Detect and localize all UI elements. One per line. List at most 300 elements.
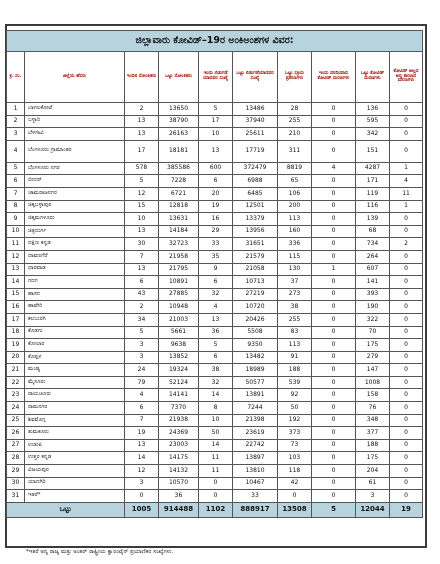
value-cell: 175 bbox=[356, 339, 390, 352]
value-cell: 17719 bbox=[233, 140, 278, 162]
value-cell: 9638 bbox=[159, 339, 199, 352]
value-cell: 0 bbox=[390, 313, 423, 326]
table-row bbox=[7, 402, 423, 415]
value-cell: 12 bbox=[125, 465, 159, 478]
value-cell: 10948 bbox=[159, 301, 199, 314]
table-row bbox=[7, 175, 423, 188]
value-cell: 0 bbox=[312, 439, 356, 452]
value-cell: 2 bbox=[125, 103, 159, 116]
value-cell: 2 bbox=[125, 301, 159, 314]
value-cell: 0 bbox=[312, 364, 356, 377]
value-cell: 0 bbox=[390, 477, 423, 490]
value-cell: 0 bbox=[390, 103, 423, 116]
value-cell: 200 bbox=[278, 200, 312, 213]
value-cell: 13 bbox=[125, 263, 159, 276]
value-cell: 139 bbox=[356, 213, 390, 226]
table-row bbox=[7, 140, 423, 162]
value-cell: 32 bbox=[199, 288, 233, 301]
value-cell: 734 bbox=[356, 238, 390, 251]
value-cell: 14 bbox=[199, 389, 233, 402]
table-row bbox=[7, 238, 423, 251]
value-cell: 29 bbox=[199, 225, 233, 238]
value-cell: 6485 bbox=[233, 187, 278, 200]
value-cell: 7244 bbox=[233, 402, 278, 415]
value-cell: 116 bbox=[356, 200, 390, 213]
value-cell: 14 bbox=[199, 439, 233, 452]
value-cell: 33 bbox=[233, 490, 278, 503]
table-row bbox=[7, 477, 423, 490]
value-cell: 0 bbox=[390, 301, 423, 314]
district-name-cell: ರಾಮನಗರ bbox=[25, 402, 125, 415]
value-cell: 9 bbox=[199, 263, 233, 276]
total-cell: 12044 bbox=[356, 502, 390, 517]
value-cell: 5 bbox=[125, 326, 159, 339]
value-cell: 28 bbox=[278, 103, 312, 116]
value-cell: 0 bbox=[390, 364, 423, 377]
value-cell: 0 bbox=[199, 477, 233, 490]
value-cell: 175 bbox=[356, 452, 390, 465]
serial-cell: 23 bbox=[7, 389, 25, 402]
district-name-cell: ಕೊಪ್ಪಳ bbox=[25, 351, 125, 364]
serial-cell: 12 bbox=[7, 250, 25, 263]
value-cell: 32723 bbox=[159, 238, 199, 251]
value-cell: 10 bbox=[125, 213, 159, 226]
value-cell: 0 bbox=[312, 115, 356, 128]
serial-cell: 3 bbox=[7, 128, 25, 141]
value-cell: 5 bbox=[199, 103, 233, 116]
serial-cell: 10 bbox=[7, 225, 25, 238]
value-cell: 273 bbox=[278, 288, 312, 301]
value-cell: 21958 bbox=[159, 250, 199, 263]
value-cell: 19 bbox=[199, 200, 233, 213]
table-row bbox=[7, 187, 423, 200]
value-cell: 130 bbox=[278, 263, 312, 276]
value-cell: 0 bbox=[312, 187, 356, 200]
district-name-cell: ಚಿಕ್ಕಮಗಳೂರು bbox=[25, 213, 125, 226]
value-cell: 13482 bbox=[233, 351, 278, 364]
value-cell: 385586 bbox=[159, 162, 199, 175]
value-cell: 37940 bbox=[233, 115, 278, 128]
serial-cell: 17 bbox=[7, 313, 25, 326]
table-row bbox=[7, 115, 423, 128]
district-name-cell: ದಕ್ಷಿಣ ಕನ್ನಡ bbox=[25, 238, 125, 251]
value-cell: 151 bbox=[356, 140, 390, 162]
value-cell: 11 bbox=[199, 465, 233, 478]
value-cell: 17 bbox=[125, 140, 159, 162]
value-cell: 0 bbox=[390, 115, 423, 128]
value-cell: 0 bbox=[199, 490, 233, 503]
district-name-cell: ಬೆಂಗಳೂರು ನಗರ bbox=[25, 162, 125, 175]
value-cell: 15 bbox=[125, 200, 159, 213]
value-cell: 0 bbox=[390, 339, 423, 352]
value-cell: 0 bbox=[312, 490, 356, 503]
value-cell: 18989 bbox=[233, 364, 278, 377]
value-cell: 24369 bbox=[159, 427, 199, 440]
value-cell: 30 bbox=[125, 238, 159, 251]
value-cell: 31651 bbox=[233, 238, 278, 251]
value-cell: 21398 bbox=[233, 414, 278, 427]
value-cell: 5 bbox=[125, 175, 159, 188]
district-name-cell: ಯಾದಗಿರಿ bbox=[25, 477, 125, 490]
table-row bbox=[7, 389, 423, 402]
value-cell: 19 bbox=[125, 427, 159, 440]
value-cell: 3 bbox=[125, 339, 159, 352]
serial-cell: 4 bbox=[7, 140, 25, 162]
table-title: ಜಿಲ್ಲಾವಾರು ಕೋವಿಡ್–19ರ ಅಂಕಿಅಂಶಗಳ ವಿವರ: bbox=[7, 31, 423, 52]
value-cell: 14175 bbox=[159, 452, 199, 465]
value-cell: 0 bbox=[312, 376, 356, 389]
value-cell: 0 bbox=[390, 326, 423, 339]
value-cell: 0 bbox=[390, 414, 423, 427]
table-row bbox=[7, 250, 423, 263]
value-cell: 600 bbox=[199, 162, 233, 175]
value-cell: 13486 bbox=[233, 103, 278, 116]
value-cell: 160 bbox=[278, 225, 312, 238]
value-cell: 0 bbox=[390, 439, 423, 452]
value-cell: 10467 bbox=[233, 477, 278, 490]
value-cell: 5508 bbox=[233, 326, 278, 339]
value-cell: 4287 bbox=[356, 162, 390, 175]
value-cell: 0 bbox=[390, 276, 423, 289]
value-cell: 13631 bbox=[159, 213, 199, 226]
serial-cell: 26 bbox=[7, 427, 25, 440]
value-cell: 188 bbox=[356, 439, 390, 452]
value-cell: 0 bbox=[312, 288, 356, 301]
value-cell: 136 bbox=[356, 103, 390, 116]
value-cell: 0 bbox=[390, 263, 423, 276]
value-cell: 0 bbox=[390, 140, 423, 162]
value-cell: 38 bbox=[278, 301, 312, 314]
column-header-row bbox=[7, 52, 423, 103]
col-header-active-cases: ಒಟ್ಟು ಸಕ್ರಿಯ ಪ್ರಕರಣಗಳು bbox=[278, 52, 312, 103]
value-cell: 0 bbox=[312, 276, 356, 289]
value-cell: 13 bbox=[125, 439, 159, 452]
value-cell: 6 bbox=[199, 351, 233, 364]
value-cell: 342 bbox=[356, 128, 390, 141]
value-cell: 0 bbox=[312, 402, 356, 415]
value-cell: 190 bbox=[356, 301, 390, 314]
value-cell: 103 bbox=[278, 452, 312, 465]
value-cell: 279 bbox=[356, 351, 390, 364]
district-name-cell: ವಿಜಯಪುರ bbox=[25, 465, 125, 478]
value-cell: 35 bbox=[199, 250, 233, 263]
serial-cell: 31 bbox=[7, 490, 25, 503]
value-cell: 0 bbox=[390, 452, 423, 465]
value-cell: 8819 bbox=[278, 162, 312, 175]
value-cell: 0 bbox=[312, 452, 356, 465]
table-row bbox=[7, 414, 423, 427]
value-cell: 8 bbox=[199, 402, 233, 415]
value-cell: 0 bbox=[312, 414, 356, 427]
value-cell: 204 bbox=[356, 465, 390, 478]
table-row bbox=[7, 490, 423, 503]
col-header-total-cases: ಒಟ್ಟು ಸೋಂಕಿತರು bbox=[159, 52, 199, 103]
district-name-cell: ಮಂಡ್ಯ bbox=[25, 364, 125, 377]
district-name-cell: ಚಾಮರಾಜನಗರ bbox=[25, 187, 125, 200]
value-cell: 106 bbox=[278, 187, 312, 200]
value-cell: 14184 bbox=[159, 225, 199, 238]
value-cell: 6721 bbox=[159, 187, 199, 200]
value-cell: 7 bbox=[125, 250, 159, 263]
total-cell: 13508 bbox=[278, 502, 312, 517]
value-cell: 14 bbox=[125, 452, 159, 465]
serial-cell: 8 bbox=[7, 200, 25, 213]
value-cell: 0 bbox=[312, 213, 356, 226]
district-name-cell: ಕೊಡಗು bbox=[25, 326, 125, 339]
value-cell: 0 bbox=[312, 250, 356, 263]
table-row bbox=[7, 427, 423, 440]
value-cell: 6 bbox=[199, 175, 233, 188]
value-cell: 6 bbox=[125, 402, 159, 415]
value-cell: 52124 bbox=[159, 376, 199, 389]
value-cell: 50577 bbox=[233, 376, 278, 389]
serial-cell: 22 bbox=[7, 376, 25, 389]
value-cell: 322 bbox=[356, 313, 390, 326]
table-row bbox=[7, 103, 423, 116]
value-cell: 0 bbox=[312, 140, 356, 162]
col-header-today-deaths: ಇಂದು ವರದಿಯಾದ ಕೋವಿಡ್ ಮರಣಗಳು bbox=[312, 52, 356, 103]
value-cell: 16 bbox=[199, 213, 233, 226]
table-row bbox=[7, 263, 423, 276]
value-cell: 0 bbox=[390, 288, 423, 301]
total-cell: 19 bbox=[390, 502, 423, 517]
value-cell: 50 bbox=[199, 427, 233, 440]
value-cell: 12818 bbox=[159, 200, 199, 213]
serial-cell: 19 bbox=[7, 339, 25, 352]
value-cell: 141 bbox=[356, 276, 390, 289]
value-cell: 4 bbox=[390, 175, 423, 188]
value-cell: 21795 bbox=[159, 263, 199, 276]
district-name-cell: ಬಾಗಲಕೋಟೆ bbox=[25, 103, 125, 116]
serial-cell: 7 bbox=[7, 187, 25, 200]
table-row bbox=[7, 276, 423, 289]
serial-cell: 2 bbox=[7, 115, 25, 128]
serial-cell: 5 bbox=[7, 162, 25, 175]
value-cell: 113 bbox=[278, 339, 312, 352]
value-cell: 13810 bbox=[233, 465, 278, 478]
value-cell: 61 bbox=[356, 477, 390, 490]
value-cell: 118 bbox=[278, 465, 312, 478]
value-cell: 0 bbox=[312, 175, 356, 188]
serial-cell: 6 bbox=[7, 175, 25, 188]
value-cell: 12 bbox=[125, 187, 159, 200]
value-cell: 5 bbox=[199, 339, 233, 352]
value-cell: 10891 bbox=[159, 276, 199, 289]
district-name-cell: ಚಿತ್ರದುರ್ಗ bbox=[25, 225, 125, 238]
value-cell: 4 bbox=[199, 301, 233, 314]
value-cell: 83 bbox=[278, 326, 312, 339]
serial-cell: 27 bbox=[7, 439, 25, 452]
value-cell: 3 bbox=[356, 490, 390, 503]
value-cell: 6 bbox=[125, 276, 159, 289]
value-cell: 0 bbox=[390, 465, 423, 478]
value-cell: 20426 bbox=[233, 313, 278, 326]
value-cell: 377 bbox=[356, 427, 390, 440]
value-cell: 10720 bbox=[233, 301, 278, 314]
value-cell: 0 bbox=[390, 427, 423, 440]
district-name-cell: ಇತರೆ* bbox=[25, 490, 125, 503]
total-label: ಒಟ್ಟು bbox=[7, 502, 125, 517]
value-cell: 0 bbox=[312, 200, 356, 213]
value-cell: 7 bbox=[125, 414, 159, 427]
value-cell: 0 bbox=[312, 339, 356, 352]
value-cell: 92 bbox=[278, 389, 312, 402]
table-row bbox=[7, 213, 423, 226]
value-cell: 0 bbox=[312, 238, 356, 251]
col-header-total-deaths: ಒಟ್ಟು ಕೋವಿಡ್ ಮರಣಗಳು bbox=[356, 52, 390, 103]
value-cell: 2 bbox=[390, 238, 423, 251]
value-cell: 255 bbox=[278, 313, 312, 326]
value-cell: 21579 bbox=[233, 250, 278, 263]
serial-cell: 18 bbox=[7, 326, 25, 339]
value-cell: 0 bbox=[312, 427, 356, 440]
value-cell: 264 bbox=[356, 250, 390, 263]
col-header-today-discharged: ಇಂದು ಬಿಡುಗಡೆ ಯಾದವರ ಸಂಖ್ಯೆ bbox=[199, 52, 233, 103]
value-cell: 0 bbox=[312, 351, 356, 364]
district-name-cell: ಉತ್ತರ ಕನ್ನಡ bbox=[25, 452, 125, 465]
value-cell: 192 bbox=[278, 414, 312, 427]
value-cell: 348 bbox=[356, 414, 390, 427]
total-row bbox=[7, 502, 423, 517]
value-cell: 23619 bbox=[233, 427, 278, 440]
value-cell: 6988 bbox=[233, 175, 278, 188]
table-row bbox=[7, 225, 423, 238]
value-cell: 0 bbox=[390, 376, 423, 389]
value-cell: 393 bbox=[356, 288, 390, 301]
value-cell: 33 bbox=[199, 238, 233, 251]
value-cell: 10 bbox=[199, 128, 233, 141]
value-cell: 3 bbox=[125, 477, 159, 490]
value-cell: 13891 bbox=[233, 389, 278, 402]
serial-cell: 20 bbox=[7, 351, 25, 364]
value-cell: 7370 bbox=[159, 402, 199, 415]
value-cell: 0 bbox=[390, 213, 423, 226]
value-cell: 24 bbox=[125, 364, 159, 377]
district-name-cell: ಬೆಂಗಳೂರು ಗ್ರಾಮಾಂತರ bbox=[25, 140, 125, 162]
value-cell: 27885 bbox=[159, 288, 199, 301]
value-cell: 36 bbox=[159, 490, 199, 503]
value-cell: 22742 bbox=[233, 439, 278, 452]
value-cell: 578 bbox=[125, 162, 159, 175]
serial-cell: 16 bbox=[7, 301, 25, 314]
value-cell: 27219 bbox=[233, 288, 278, 301]
value-cell: 158 bbox=[356, 389, 390, 402]
value-cell: 13 bbox=[199, 313, 233, 326]
serial-cell: 14 bbox=[7, 276, 25, 289]
value-cell: 23003 bbox=[159, 439, 199, 452]
value-cell: 0 bbox=[312, 477, 356, 490]
value-cell: 73 bbox=[278, 439, 312, 452]
value-cell: 12501 bbox=[233, 200, 278, 213]
total-cell: 5 bbox=[312, 502, 356, 517]
value-cell: 34 bbox=[125, 313, 159, 326]
district-name-cell: ರಾಯಚೂರು bbox=[25, 389, 125, 402]
value-cell: 255 bbox=[278, 115, 312, 128]
value-cell: 0 bbox=[278, 490, 312, 503]
value-cell: 171 bbox=[356, 175, 390, 188]
value-cell: 11 bbox=[390, 187, 423, 200]
value-cell: 13379 bbox=[233, 213, 278, 226]
value-cell: 32 bbox=[199, 376, 233, 389]
value-cell: 19324 bbox=[159, 364, 199, 377]
table-row bbox=[7, 326, 423, 339]
value-cell: 76 bbox=[356, 402, 390, 415]
value-cell: 0 bbox=[390, 128, 423, 141]
serial-cell: 25 bbox=[7, 414, 25, 427]
value-cell: 0 bbox=[312, 301, 356, 314]
serial-cell: 28 bbox=[7, 452, 25, 465]
district-name-cell: ಮೈಸೂರು bbox=[25, 376, 125, 389]
value-cell: 38 bbox=[199, 364, 233, 377]
value-cell: 0 bbox=[312, 128, 356, 141]
value-cell: 0 bbox=[390, 351, 423, 364]
value-cell: 115 bbox=[278, 250, 312, 263]
value-cell: 336 bbox=[278, 238, 312, 251]
table-title-row bbox=[7, 31, 423, 52]
table-row bbox=[7, 351, 423, 364]
serial-cell: 21 bbox=[7, 364, 25, 377]
value-cell: 20 bbox=[199, 187, 233, 200]
value-cell: 21003 bbox=[159, 313, 199, 326]
value-cell: 13 bbox=[125, 128, 159, 141]
value-cell: 1 bbox=[312, 263, 356, 276]
serial-cell: 13 bbox=[7, 263, 25, 276]
value-cell: 4 bbox=[312, 162, 356, 175]
value-cell: 595 bbox=[356, 115, 390, 128]
value-cell: 10570 bbox=[159, 477, 199, 490]
serial-cell: 15 bbox=[7, 288, 25, 301]
col-header-serial: ಕ್ರ. ಸಂ. bbox=[7, 52, 25, 103]
col-header-total-discharged: ಒಟ್ಟು ಬಿಡುಗಡೆಯಾದವರ ಸಂಖ್ಯೆ bbox=[233, 52, 278, 103]
district-name-cell: ಬಳ್ಳಾರಿ bbox=[25, 115, 125, 128]
value-cell: 10 bbox=[199, 414, 233, 427]
value-cell: 9350 bbox=[233, 339, 278, 352]
value-cell: 4 bbox=[125, 389, 159, 402]
footnote: *ಇತರೆ ಅನ್ಯ ರಾಜ್ಯ ಮತ್ತು ಅಂತರ್ ರಾಷ್ಟ್ರೀಯ ಕ್ವಾರಂಟೈನ್ ಪ್ರಯಾಣಿಕರ ಸಂಖ್ಯೆಗಳು. bbox=[26, 549, 174, 555]
table-body bbox=[7, 103, 423, 503]
value-cell: 36 bbox=[199, 326, 233, 339]
value-cell: 42 bbox=[278, 477, 312, 490]
value-cell: 373 bbox=[278, 427, 312, 440]
value-cell: 113 bbox=[278, 213, 312, 226]
total-cell: 1102 bbox=[199, 502, 233, 517]
value-cell: 0 bbox=[390, 250, 423, 263]
value-cell: 79 bbox=[125, 376, 159, 389]
value-cell: 65 bbox=[278, 175, 312, 188]
value-cell: 38790 bbox=[159, 115, 199, 128]
value-cell: 7228 bbox=[159, 175, 199, 188]
table-row bbox=[7, 452, 423, 465]
value-cell: 50 bbox=[278, 402, 312, 415]
value-cell: 11 bbox=[199, 452, 233, 465]
total-cell: 888917 bbox=[233, 502, 278, 517]
value-cell: 0 bbox=[312, 313, 356, 326]
table-row bbox=[7, 465, 423, 478]
value-cell: 25611 bbox=[233, 128, 278, 141]
value-cell: 37 bbox=[278, 276, 312, 289]
value-cell: 0 bbox=[312, 465, 356, 478]
table-row bbox=[7, 162, 423, 175]
value-cell: 372479 bbox=[233, 162, 278, 175]
district-name-cell: ಕಲಬುರಗಿ bbox=[25, 313, 125, 326]
value-cell: 607 bbox=[356, 263, 390, 276]
total-cell: 914488 bbox=[159, 502, 199, 517]
value-cell: 91 bbox=[278, 351, 312, 364]
serial-cell: 30 bbox=[7, 477, 25, 490]
district-name-cell: ಕೋಲಾರ bbox=[25, 339, 125, 352]
value-cell: 5661 bbox=[159, 326, 199, 339]
table-row bbox=[7, 439, 423, 452]
